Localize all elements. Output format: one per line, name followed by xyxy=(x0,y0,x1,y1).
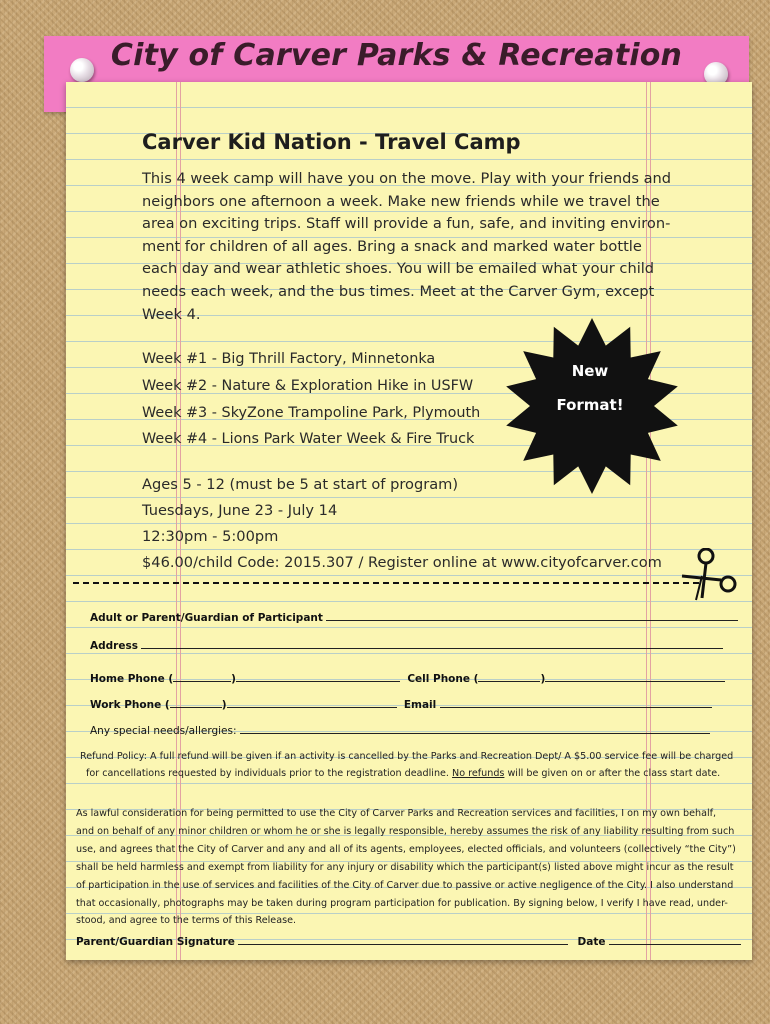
waiver-line: stood, and agree to the terms of this Release. xyxy=(76,915,297,926)
date-label: Date xyxy=(577,936,606,948)
signature-field[interactable] xyxy=(238,934,568,945)
scissors-icon xyxy=(678,548,738,604)
week-item: Week #3 - SkyZone Trampoline Park, Plymouth xyxy=(142,405,481,421)
time-info: 12:30pm - 5:00pm xyxy=(142,528,279,545)
phone-row xyxy=(90,671,725,685)
waiver-line: As lawful consideration for being permitted to use the City of Carver Parks and Recreation services and facilities, I on my own behalf, xyxy=(76,808,717,819)
paren: ) xyxy=(231,673,236,685)
special-needs-field[interactable] xyxy=(240,723,710,734)
adult-row xyxy=(90,610,738,624)
signature-label: Parent/Guardian Signature xyxy=(76,936,235,948)
no-refunds-text: No refunds xyxy=(452,768,505,779)
cell-phone-label: Cell Phone ( xyxy=(407,673,479,685)
paren: ) xyxy=(221,699,227,711)
cell-phone-field[interactable] xyxy=(545,671,725,682)
price-info: $46.00/child Code: 2015.307 / Register online at www.cityofcarver.com xyxy=(142,554,662,571)
special-needs-row xyxy=(90,723,710,737)
week-item: Week #4 - Lions Park Water Week & Fire Truck xyxy=(142,431,475,447)
adult-label: Adult or Parent/Guardian of Participant xyxy=(90,612,323,624)
refund-text: will be given on or after the class start date. xyxy=(504,768,721,779)
waiver-line: that occasionally, photographs may be taken during program participation for publication. By signing below, I verify I have read, under- xyxy=(76,898,728,909)
waiver-line: of participation in the use of services and facilities of the City of Carver due to passive or active negligence of the City. I also understand xyxy=(76,880,734,891)
work-phone-area-field[interactable] xyxy=(170,697,222,708)
address-field[interactable] xyxy=(141,638,723,649)
signature-row xyxy=(76,934,741,948)
waiver-line: and on behalf of any minor children or whom he or she is legally responsible, hereby assumes the risk of any liability resulting from such xyxy=(76,826,735,837)
address-label: Address xyxy=(90,640,138,652)
left-pushpin-icon xyxy=(70,58,94,82)
home-phone-area-field[interactable] xyxy=(173,671,231,682)
refund-policy-line: Refund Policy: A full refund will be given if an activity is cancelled by the Parks and Recreation Dept/ A $5.00 service fee will be charged xyxy=(80,751,734,762)
adult-name-field[interactable] xyxy=(326,610,738,621)
address-row xyxy=(90,638,723,652)
cell-phone-area-field[interactable] xyxy=(478,671,540,682)
week-item: Week #1 - Big Thrill Factory, Minnetonka xyxy=(142,351,436,367)
date-field[interactable] xyxy=(609,934,741,945)
paren: ) xyxy=(540,673,546,685)
waiver-line: use, and agrees that the City of Carver and any and all of its agents, employees, elected officials, and volunteers (collectively “the City”) xyxy=(76,844,736,855)
week-item: Week #2 - Nature & Exploration Hike in USFW xyxy=(142,378,474,394)
work-phone-field[interactable] xyxy=(227,697,397,708)
work-phone-label: Work Phone ( xyxy=(90,699,170,711)
refund-policy-line xyxy=(86,768,720,779)
work-email-row xyxy=(90,697,712,711)
badge-text-format: Format! xyxy=(556,396,624,414)
cut-line xyxy=(73,582,699,584)
organization-title: City of Carver Parks & Recreation xyxy=(110,38,683,73)
special-needs-label: Any special needs/allergies: xyxy=(90,725,237,737)
program-description: This 4 week camp will have you on the move. Play with your friends and neighbors one afternoon a week. Make new friends while we travel the area on exciting trips. Staff will provide a fun, safe, and inviting environ-ment for children of all ages. Bring a snack and marked water bottle each day and wear athletic shoes. You will be emailed what your child needs each week, and the bus times. Meet at the Carver Gym, except Week 4. xyxy=(142,170,672,323)
program-title: Carver Kid Nation - Travel Camp xyxy=(142,130,521,154)
refund-text: for cancellations requested by individuals prior to the registration deadline. xyxy=(86,768,453,779)
dates-info: Tuesdays, June 23 - July 14 xyxy=(142,502,338,519)
ages-info: Ages 5 - 12 (must be 5 at start of program) xyxy=(142,476,459,493)
home-phone-field[interactable] xyxy=(236,671,400,682)
home-phone-label: Home Phone ( xyxy=(90,673,174,685)
waiver-line: shall be held harmless and exempt from liability for any injury or disability which the participant(s) listed above might incur as the result xyxy=(76,862,734,873)
badge-text-new: New xyxy=(571,362,609,380)
email-label: Email xyxy=(403,699,437,711)
email-field[interactable] xyxy=(440,697,712,708)
